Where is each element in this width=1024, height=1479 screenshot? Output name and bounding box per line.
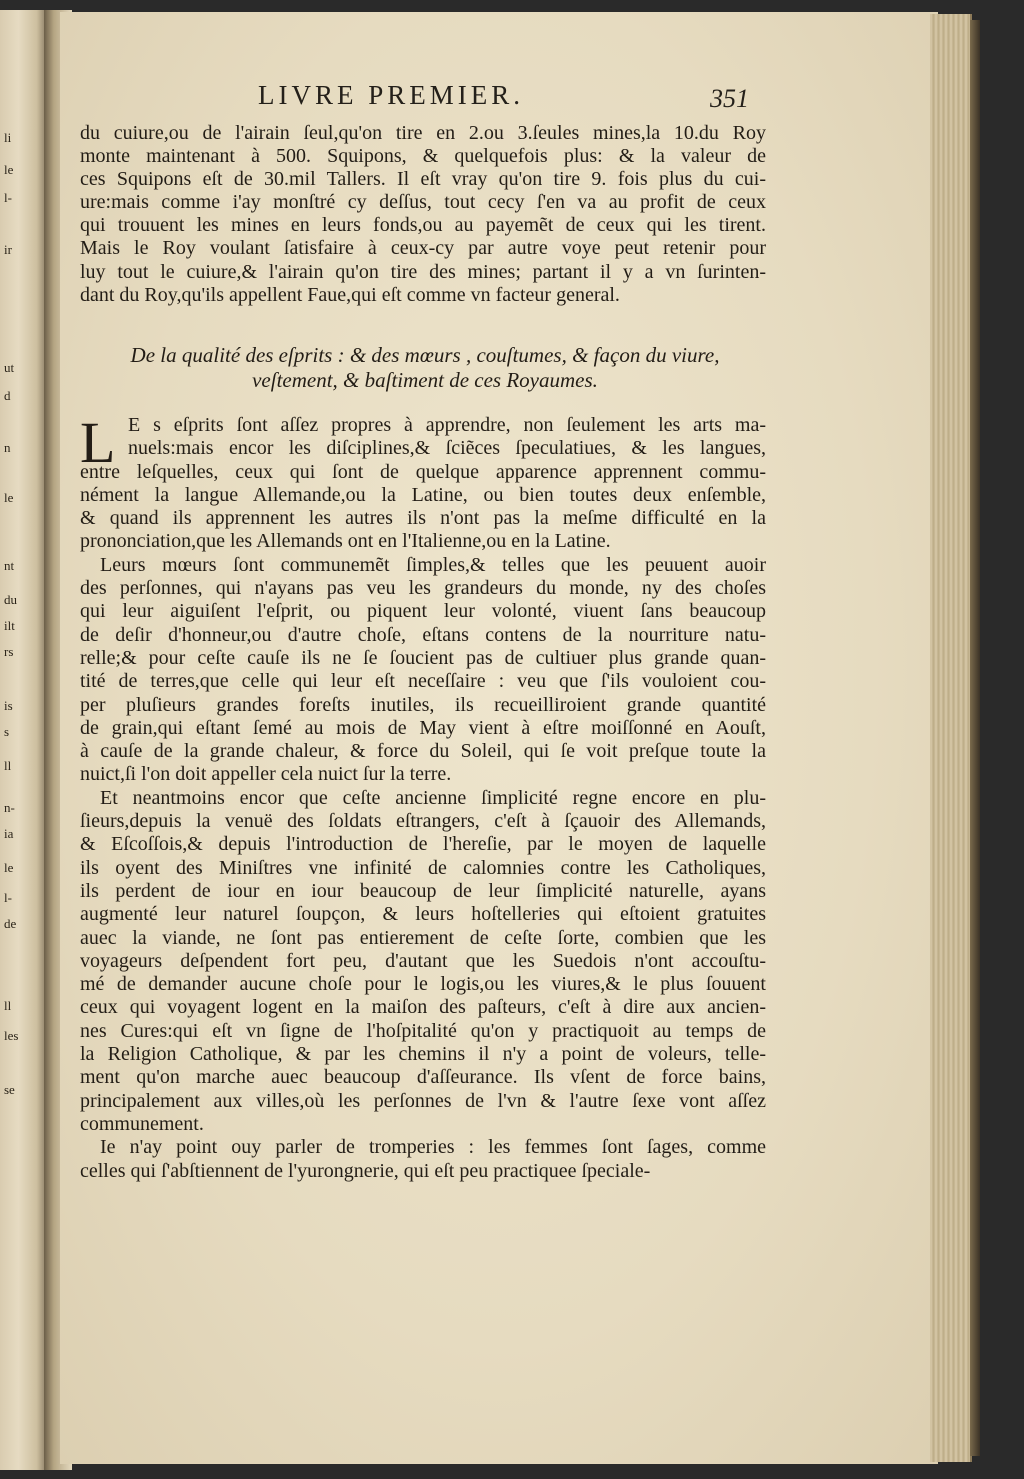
text-line: nuels:mais encor les diſciplines,& ſciẽces ſpeculatiues, & les langues,	[128, 437, 766, 460]
text-line: Mais le Roy voulant ſatisfaire à ceux-cy par autre voye peut retenir pour	[80, 237, 766, 260]
text-line: entre leſquelles, ceux qui ſont de quelque apparence apprennent commu-	[80, 460, 766, 483]
text-line: per pluſieurs grandes foreſts inutiles, ils recueilliroient grande quantité	[80, 693, 766, 716]
text-line: ils oyent des Miniſtres vne infinité de calomnies contre les Catholiques,	[80, 856, 766, 879]
text-line: Et neantmoins encor que ceſte ancienne ſimplicité regne encore en plu-	[100, 786, 766, 809]
text-line: mé de demander aucune choſe pour le logis,ou les viures,& le plus ſouuent	[80, 973, 766, 996]
text-line: dant du Roy,qu'ils appellent Faue,qui eſt comme vn facteur general.	[80, 283, 620, 306]
text-line: luy tout le cuiure,& l'airain qu'on tire des mines; partant il y a vn ſurinten-	[80, 260, 766, 283]
text-line: ment qu'on marche auec beaucoup d'aſſeurance. Ils vſent de force bains,	[80, 1066, 766, 1089]
facing-page-fragment: de	[4, 916, 17, 931]
running-title: LIVRE PREMIER.	[258, 80, 525, 110]
text-line: nément la langue Allemande,ou la Latine, ou bien toutes deux enſemble,	[80, 483, 766, 506]
facing-page-fragment: l-	[4, 890, 12, 905]
text-line: prononciation,que les Allemands ont en l'Italienne,ou en la Latine.	[80, 530, 611, 553]
facing-page-fragment: ia	[4, 826, 14, 841]
text-line: ure:mais comme i'ay monſtré cy deſſus, tout cecy ſ'en va au profit de ceux	[80, 191, 766, 214]
text-line: de grain,qui eſtant ſemé au mois de May vient à eſtre moiſſonné en Aouſt,	[80, 716, 766, 739]
section-heading	[100, 343, 750, 393]
text-line: veſtement, & baſtiment de ces Royaumes.	[252, 368, 598, 392]
text-line: qui trouuent les mines en leurs fonds,ou au payemẽt de ceux qui les tirent.	[80, 214, 766, 237]
facing-page-fragment: is	[4, 698, 13, 713]
page-number: 351	[710, 84, 749, 113]
facing-page-fragment: du	[4, 592, 17, 607]
facing-page-fragment: le	[4, 162, 14, 177]
text-line: celles qui ſ'abſtiennent de l'yurongnerie, qui eſt peu practiquee ſpeciale-	[80, 1159, 651, 1182]
text-line: qui leur aiguiſent l'eſprit, ou piquent leur volonté, viuent ſans beaucoup	[80, 600, 766, 623]
text-line: Leurs mœurs ſont communemẽt ſimples,& telles que les peuuent auoir	[100, 553, 766, 576]
text-line: relle;& pour ceſte cauſe ils ne ſe ſoucient pas de cultiuer plus grande quan-	[80, 646, 766, 669]
drop-cap: L	[80, 410, 116, 475]
text-line: la Religion Catholique, & par les chemins il n'y a point de voleurs, telle-	[80, 1043, 766, 1066]
section-body	[80, 410, 766, 1183]
page-block-edges	[930, 14, 972, 1462]
facing-page-fragment: ilt	[4, 618, 15, 633]
facing-page-fragment: l-	[4, 190, 12, 205]
text-line: tité de terres,que celle qui leur eſt neceſſaire : veu que ſ'ils vouloient cou-	[80, 670, 766, 693]
facing-page-fragment: s	[4, 724, 10, 739]
book-cover-edge	[970, 20, 980, 1456]
facing-page-fragment: le	[4, 860, 14, 875]
text-line: du cuiure,ou de l'airain ſeul,qu'on tire en 2.ou 3.ſeules mines,la 10.du Roy	[80, 122, 766, 144]
text-line: E s eſprits ſont aſſez propres à apprendre, non ſeulement les arts ma-	[128, 414, 766, 436]
facing-page-fragment: ll	[4, 758, 12, 773]
text-line: principalement aux villes,où les perſonnes de l'vn & l'autre ſexe vont aſſez	[80, 1089, 766, 1112]
text-line: à cauſe de la grande chaleur, & force du Soleil, qui ſe voit preſque toute la	[80, 740, 766, 763]
text-line: de deſir d'honneur,ou d'autre choſe, eſtans contens de la nourriture natu-	[80, 623, 766, 646]
facing-page-fragment: n	[4, 440, 11, 455]
text-line: & quand ils apprennent les autres ils n'ont pas la meſme difficulté en la	[80, 507, 766, 530]
text-line: monte maintenant à 500. Squipons, & quelquefois plus: & la valeur de	[80, 145, 766, 168]
text-line: nuict,ſi l'on doit appeller cela nuict ſur la terre.	[80, 763, 452, 786]
text-line: nes Cures:qui eſt vn ſigne de l'hoſpitalité qu'on y practiquoit au temps de	[80, 1019, 766, 1042]
facing-page-fragment: li	[4, 130, 12, 145]
text-line: De la qualité des eſprits : & des mœurs , couſtumes, & façon du viure,	[130, 343, 720, 367]
text-line: communement.	[80, 1112, 204, 1135]
text-line: des perſonnes, qui n'ayans pas veu les grandeurs du monde, ny des choſes	[80, 577, 766, 600]
facing-page-fragment: les	[4, 1028, 19, 1043]
facing-page-fragment: ut	[4, 360, 15, 375]
paragraph-1	[80, 122, 766, 307]
text-line: auec la viande, ne ſont pas entierement de ceſte ſorte, combien que les	[80, 926, 766, 949]
facing-page-fragment: nt	[4, 558, 15, 573]
facing-page-fragment: rs	[4, 644, 14, 659]
text-line: Ie n'ay point ouy parler de tromperies : les femmes ſont ſages, comme	[100, 1136, 766, 1159]
facing-page-fragment: ir	[4, 242, 12, 257]
facing-page-fragment: ll	[4, 998, 12, 1013]
facing-page-fragment: n-	[4, 800, 15, 815]
text-line: ceux qui voyagent logent en la maiſon des paſteurs, c'eſt à dire aux ancien-	[80, 996, 766, 1019]
text-line: & Eſcoſſois,& depuis l'introduction de l'hereſie, par le moyen de laquelle	[80, 833, 766, 856]
facing-page-fragment: se	[4, 1082, 15, 1097]
text-line: voyageurs deſpendent fort peu, d'autant que les Suedois n'ont accouſtu-	[80, 949, 766, 972]
facing-page-edge	[0, 10, 46, 1470]
text-line: ils perdent de iour en iour beaucoup de leur ſimplicité naturelle, ayans	[80, 879, 766, 902]
text-line: ces Squipons eſt de 30.mil Tallers. Il eſt vray qu'on tire 9. fois plus du cui-	[80, 168, 766, 191]
text-line: ſieurs,depuis la venuë des ſoldats eſtrangers, c'eſt à ſçauoir des Allemands,	[80, 810, 766, 833]
facing-page-fragment: d	[4, 388, 11, 403]
text-line: augmenté leur naturel ſoupçon, & leurs hoſtelleries qui eſtoient gratuites	[80, 903, 766, 926]
facing-page-fragment: le	[4, 490, 14, 505]
